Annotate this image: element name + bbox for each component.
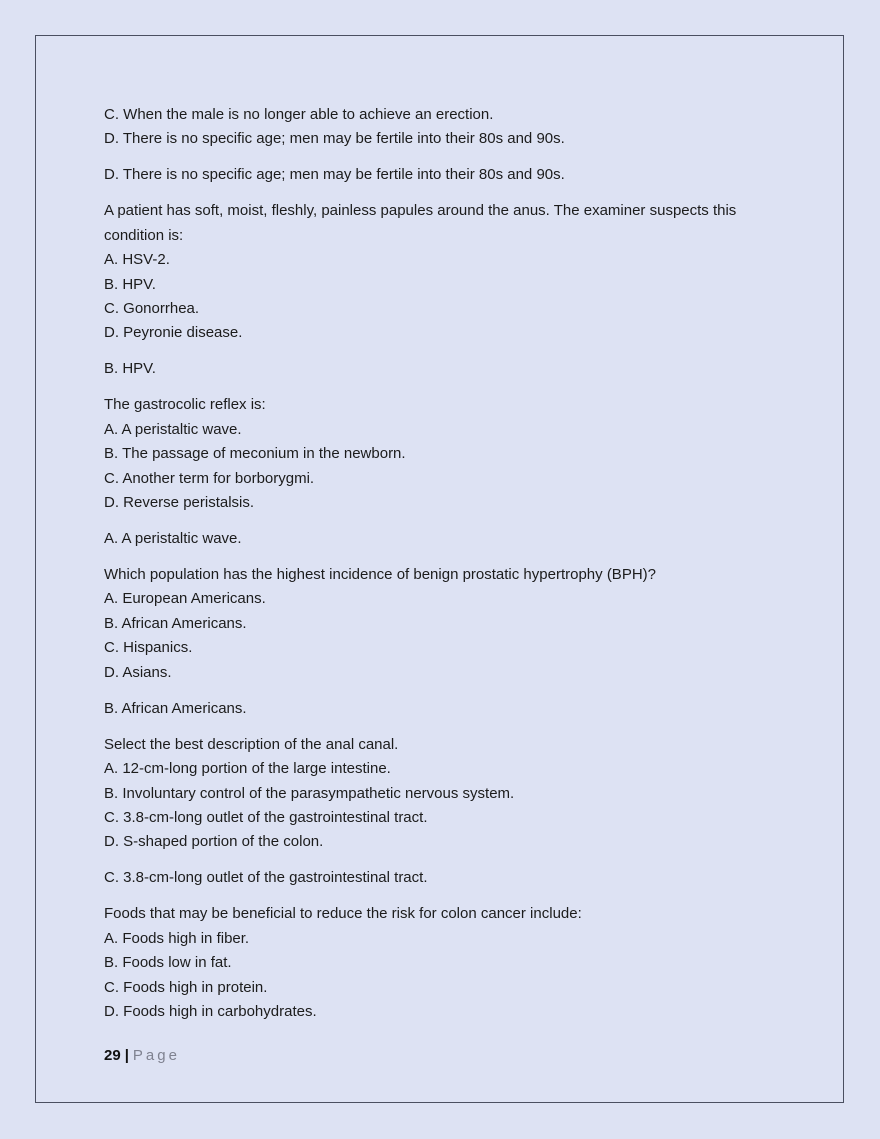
paragraph [104,697,804,721]
text-line: A. Foods high in fiber. [104,929,250,947]
text-line: Select the best description of the anal canal. [104,735,399,753]
text-line: The gastrocolic reflex is: [104,396,266,414]
text-line: C. Another term for borborygmi. [104,469,315,487]
text-line: D. There is no specific age; men may be fertile into their 80s and 90s. [104,166,565,184]
text-line: C. Gonorrhea. [104,300,200,318]
text-line: A. HSV-2. [104,251,170,269]
paragraph [104,527,804,551]
text-line: B. HPV. [104,360,156,378]
text-line: condition is: [104,226,184,244]
paragraph [104,103,804,152]
text-line: B. HPV. [104,275,156,293]
paragraph [104,199,804,345]
text-line: D. Reverse peristalsis. [104,494,255,512]
paragraph [104,902,804,1024]
text-line: C. Hispanics. [104,639,193,657]
text-line: D. Foods high in carbohydrates. [104,1002,317,1020]
paragraph [104,866,804,890]
text-line: D. Peyronie disease. [104,324,243,342]
text-line: B. The passage of meconium in the newborn. [104,445,406,463]
paragraph [104,163,804,187]
page-label: Page [132,1047,180,1064]
text-line: C. 3.8-cm-long outlet of the gastrointestinal tract. [104,869,428,887]
page-footer [104,1046,180,1066]
text-line: D. There is no specific age; men may be fertile into their 80s and 90s. [104,130,565,148]
paragraph [104,563,804,685]
text-line: C. 3.8-cm-long outlet of the gastrointestinal tract. [104,808,428,826]
text-line: A. A peristaltic wave. [104,530,242,548]
document-body [104,103,804,1036]
paragraph [104,733,804,855]
page-number: 29 [104,1047,121,1064]
text-line: B. Involuntary control of the parasympathetic nervous system. [104,784,515,802]
text-line: D. Asians. [104,663,172,681]
text-line: B. African Americans. [104,614,247,632]
text-line: C. When the male is no longer able to achieve an erection. [104,106,494,123]
paragraph [104,393,804,515]
text-line: A. 12-cm-long portion of the large intestine. [104,760,391,778]
text-line: Which population has the highest incidence of benign prostatic hypertrophy (BPH)? [104,566,656,584]
text-line: A patient has soft, moist, fleshly, painless papules around the anus. The examiner suspects this [104,202,737,220]
text-line: C. Foods high in protein. [104,978,268,996]
text-line: B. African Americans. [104,699,247,717]
text-line: A. A peristaltic wave. [104,420,242,438]
text-line: D. S-shaped portion of the colon. [104,833,324,851]
text-line: Foods that may be beneficial to reduce the risk for colon cancer include: [104,905,582,923]
text-line: A. European Americans. [104,590,266,608]
footer-separator: | [124,1047,129,1064]
text-line: B. Foods low in fat. [104,954,232,972]
paragraph [104,357,804,381]
